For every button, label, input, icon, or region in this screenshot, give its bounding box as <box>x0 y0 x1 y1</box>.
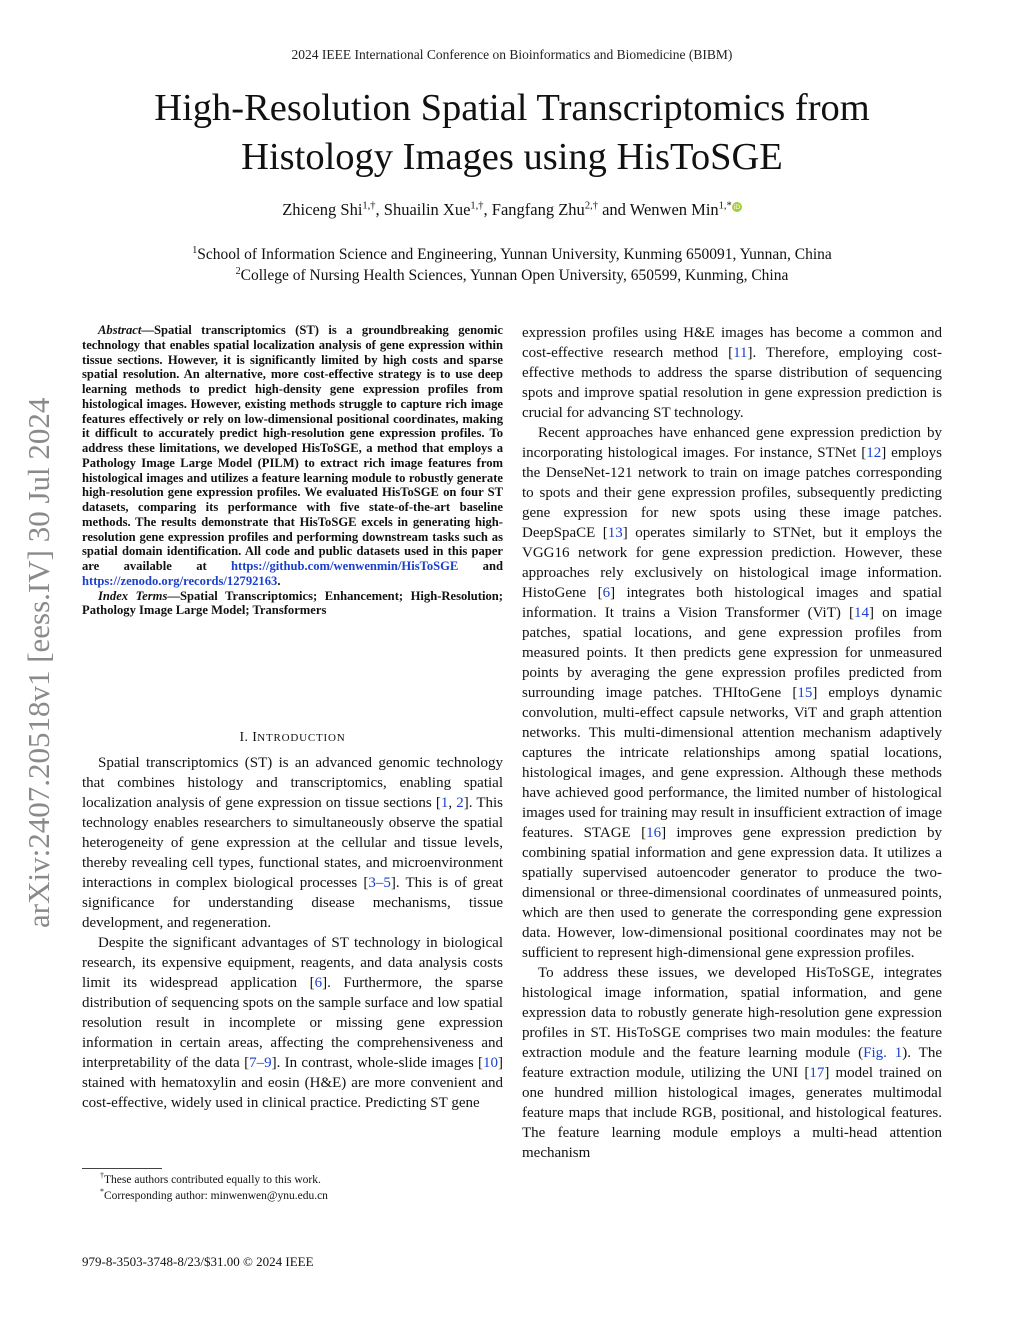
text-run: ). The feature extraction module, utilizing the UNI [ <box>522 1045 943 1081</box>
author-sup: 1,* <box>718 200 732 212</box>
citation-link[interactable]: 10 <box>482 1055 498 1071</box>
text-run: Recent approaches have enhanced gene expression prediction by incorporating histological images. For instance, STNet [ <box>522 425 942 461</box>
author-sup: 1,† <box>362 200 376 212</box>
citation-link[interactable]: 16 <box>646 825 662 841</box>
author-name: Zhiceng Shi <box>282 200 363 219</box>
text-run: expression profiles using H&E images has become a common and cost-effective research method [ <box>522 325 942 361</box>
text-run: ]. Therefore, employing cost-effective methods to address the sparse distribution of sequencing spots and improve spatial resolution in gene expression prediction is crucial for advancing ST technology. <box>522 345 942 421</box>
abstract-text: Spatial transcriptomics (ST) is a groundbreaking genomic technology that enables spatial localization analysis of gene expression within tissue sections. However, it is significantly limited by high costs and sparse spatial resolution. An alternative, more cost-effective strategy is to use deep learning methods to predict high-density gene expression profiles from histological images. However, existing methods struggle to capture rich image features effectively or rely on low-dimensional positional coordinates, making it difficult to accurately predict high-resolution gene expression profiles. To address these limitations, we developed HisToSGE, a method that employs a Pathology Image Large Model (PILM) to extract rich image features from histological images and utilizes a feature learning module to robustly generate high-resolution gene expression profiles. We evaluated HisToSGE on four ST datasets, comparing its performance with five state-of-the-art baseline methods. The results demonstrate that HisToSGE excels in generating high-resolution gene expression profiles and performing downstream tasks such as spatial domain identification. All code and public datasets used in this paper are available at <box>82 323 503 573</box>
text-run: ]. In contrast, whole-slide images [ <box>271 1055 483 1071</box>
footnote-equal-contribution <box>100 1171 500 1186</box>
right-column-text <box>522 323 942 1163</box>
title-line-2: Histology Images using HisToSGE <box>241 136 783 178</box>
text-run: ]. This technology enables researchers to simultaneously observe the spatial heterogeneity of gene expression at the cellular and tissue levels, thereby revealing cell types, functional states, and microenvironment interactions in complex biological processes [ <box>82 795 503 891</box>
text-run: ] stained with hematoxylin and eosin (H&E) are more convenient and cost-effective, widely used in clinical practice. Predicting ST gene <box>82 1055 503 1111</box>
index-terms-label: Index Terms <box>98 588 168 603</box>
citation-link[interactable]: 15 <box>797 685 813 701</box>
text-run: To address these issues, we developed HisToSGE, integrates histological image information, spatial information, and gene expression data to robustly generate high-resolution gene expression profiles in ST. HisToSGE comprises two main modules: the feature extraction module and the feature learning module ( <box>522 965 942 1061</box>
section-heading-introduction <box>82 729 503 745</box>
text-run: , <box>448 795 457 811</box>
author-separator: , <box>483 200 492 219</box>
abstract-dash: — <box>141 323 154 337</box>
title-line-1: High-Resolution Spatial Transcriptomics from <box>154 87 870 129</box>
author-sup: 2,† <box>584 200 598 212</box>
figure-link[interactable]: Fig. 1 <box>863 1045 903 1061</box>
citation-link[interactable]: 3–5 <box>368 875 391 891</box>
citation-link[interactable]: 13 <box>607 525 623 541</box>
text-run: ] improves gene expression prediction by combining spatial information and gene expression data. It utilizes a spatially supervised autoencoder generator to produce the two-dimensional or three-dimensional coordinates of unmeasured points, which are then used to generate the corresponding gene expression data. However, low-dimensional positional coordinates may not be sufficient to represent high-dimensional gene expression profiles. <box>522 825 942 961</box>
footnote-corresponding-author <box>100 1187 500 1202</box>
github-link[interactable]: https://github.com/wenwenmin/HisToSGE <box>231 559 459 573</box>
text-run: ] integrates both histological images and spatial information. It trains a Vision Transformer (ViT) [ <box>522 585 942 621</box>
text-run: ]. Furthermore, the sparse distribution of sequencing spots on the sample surface and low spatial resolution result in incomplete or missing gene expression information in certain areas, affecting the comprehensiveness and interpretability of the data [ <box>82 975 503 1071</box>
citation-link[interactable]: 11 <box>733 345 748 361</box>
intro-paragraph-1 <box>82 753 503 933</box>
citation-link[interactable]: 12 <box>866 445 882 461</box>
abstract-and: and <box>458 559 503 573</box>
footnote-text: Corresponding author: minwenwen@ynu.edu.cn <box>104 1189 328 1202</box>
arxiv-stamp: arXiv:2407.20518v1 [eess.IV] 30 Jul 2024 <box>21 397 56 929</box>
abstract-label: Abstract <box>98 323 142 337</box>
author-name: Fangfang Zhu <box>491 200 585 219</box>
text-run: ]. This is of great significance for understanding disease mechanisms, tissue development, and regeneration. <box>82 875 503 931</box>
citation-link[interactable]: 14 <box>854 605 870 621</box>
text-run: Despite the significant advantages of ST technology in biological research, its expensive equipment, reagents, and data analysis costs limit its widespread application [ <box>82 935 503 991</box>
affiliation-2 <box>0 266 1024 285</box>
affiliation-1 <box>0 245 1024 264</box>
author-separator: and <box>597 200 630 219</box>
text-run: ] model trained on one hundred million histological images, generates multimodal feature maps that include RGB, positional, and histological features. The feature learning module employs a multi-head attention mechanism <box>522 1065 942 1161</box>
intro-paragraph-2 <box>82 933 503 1113</box>
affiliation-sup: 1 <box>192 245 198 256</box>
abstract-block <box>82 323 503 618</box>
index-terms-paragraph <box>82 589 503 619</box>
text-run: ] employs dynamic convolution, multi-effect capsule networks, ViT and graph attention networks. This multi-dimensional attention mechanism adaptively captures the intricate relationships among spatial locations, histological images, and gene expression. Although these methods have achieved good performance, the limited number of histological images used for training may result in insufficient extraction of image features. STAGE [ <box>522 685 942 841</box>
zenodo-link[interactable]: https://zenodo.org/records/12792163 <box>82 573 278 588</box>
affiliation-text: College of Nursing Health Sciences, Yunnan Open University, 650599, Kunming, China <box>240 267 789 285</box>
section-title-rest: NTRODUCTION <box>257 732 346 744</box>
section-title-first: I <box>252 729 258 744</box>
right-paragraph-2 <box>522 423 942 963</box>
citation-link[interactable]: 6 <box>602 585 611 601</box>
index-terms-text: Spatial Transcriptomics; Enhancement; High-Resolution; Pathology Image Large Model; Transformers <box>82 588 503 618</box>
citation-link[interactable]: 6 <box>314 975 323 991</box>
footnote-sup: * <box>100 1187 104 1196</box>
author-name: Wenwen Min <box>629 200 719 219</box>
author-separator: , <box>375 200 384 219</box>
paper-title <box>100 84 924 182</box>
copyright-line: 979-8-3503-3748-8/23/$31.00 © 2024 IEEE <box>82 1254 314 1269</box>
citation-link[interactable]: 1 <box>440 795 449 811</box>
author-name: Shuailin Xue <box>383 200 471 219</box>
citation-link[interactable]: 2 <box>456 795 464 811</box>
text-run: Spatial transcriptomics (ST) is an advanced genomic technology that combines histology and transcriptomics, enabling spatial localization analysis of gene expression on tissue sections [ <box>82 755 503 811</box>
intro-text <box>82 753 503 1113</box>
affiliation-sup: 2 <box>235 266 241 277</box>
abstract-end: . <box>277 573 281 588</box>
author-list <box>0 200 1024 220</box>
abstract-paragraph <box>82 323 503 589</box>
orcid-icon[interactable]: iD <box>733 203 741 211</box>
right-paragraph-3 <box>522 963 942 1163</box>
citation-link[interactable]: 7–9 <box>249 1055 272 1071</box>
right-paragraph-1 <box>522 323 942 423</box>
affiliation-text: School of Information Science and Engineering, Yunnan University, Kunming 650091, Yunnan, China <box>197 246 832 264</box>
author-sup: 1,† <box>470 200 484 212</box>
index-terms-dash: — <box>167 588 180 603</box>
section-number: I. <box>239 729 253 744</box>
footnote-text: These authors contributed equally to this work. <box>104 1173 321 1186</box>
footnote-divider <box>82 1168 162 1169</box>
text-run: ] operates similarly to STNet, but it employs the VGG16 network for gene expression prediction. However, these approaches rely exclusively on histological image information. HistoGene [ <box>522 525 942 601</box>
conference-header: 2024 IEEE International Conference on Bioinformatics and Biomedicine (BIBM) <box>291 47 733 62</box>
citation-link[interactable]: 17 <box>809 1065 825 1081</box>
text-run: ] on image patches, spatial locations, and gene expression profiles from measured points. It then predicts gene expression for unmeasured points by averaging the gene expression profiles predicted from surrounding image patches. THItoGene [ <box>522 605 942 701</box>
footnote-sup: † <box>100 1171 104 1180</box>
text-run: ] employs the DenseNet-121 network to train on image patches corresponding to spots and their gene expression profiles, subsequently predicting gene expression for new spots using these image patches. DeepSpaCE [ <box>522 445 942 541</box>
